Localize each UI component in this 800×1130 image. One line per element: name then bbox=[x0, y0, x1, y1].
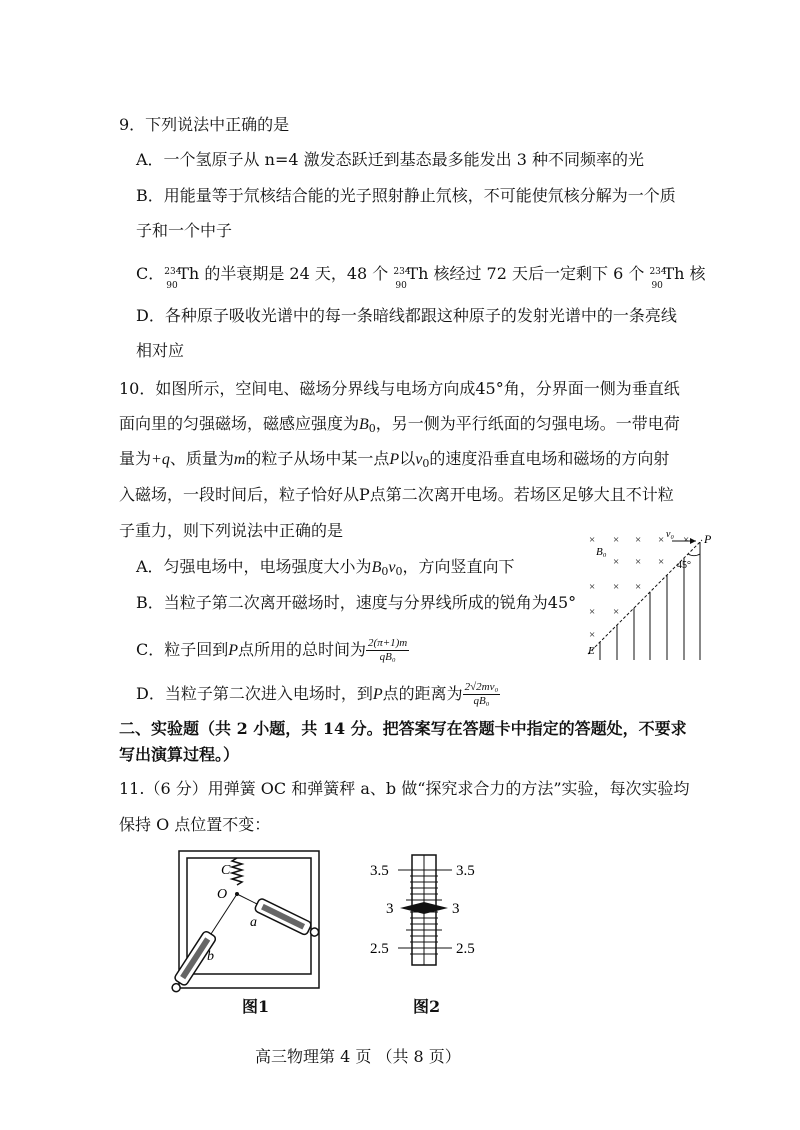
fraction-time: $\frac{2(\pi+1)m}{\text{qB₀}}$ bbox=[368, 637, 408, 663]
fig2-caption: 图2 bbox=[413, 997, 441, 1016]
q10-field-figure bbox=[580, 530, 720, 660]
svg-text:×: × bbox=[613, 581, 620, 593]
section2-line2: 写出演算过程。） bbox=[119, 745, 240, 764]
svg-text:×: × bbox=[635, 534, 642, 546]
fig1-caption: 图1 bbox=[242, 997, 270, 1016]
fig1-apparatus bbox=[165, 850, 325, 995]
q9-option-b-line1: B．用能量等于氘核结合能的光子照射静止氘核，不可能使氘核分解为一个质 bbox=[136, 186, 676, 205]
label-a: a bbox=[250, 915, 257, 930]
label-p: P bbox=[704, 532, 712, 546]
svg-text:×: × bbox=[589, 606, 596, 618]
label-v0: v₀ bbox=[666, 529, 674, 540]
q10-line4: 入磁场，一段时间后，粒子恰好从P点第二次离开电场。若场区足够大且不计粒 bbox=[119, 485, 674, 504]
nuclide-th-3: 234 90 bbox=[649, 267, 667, 291]
page-footer: 高三物理第 4 页 （共 8 页） bbox=[255, 1047, 461, 1066]
tick-label-2-5-left: 2.5 bbox=[370, 941, 389, 957]
tick-label-3-5-left: 3.5 bbox=[370, 863, 389, 879]
q10-option-a: A．匀强电场中，电场强度大小为$B_0v_0$，方向竖直向下 bbox=[136, 557, 515, 578]
svg-text:×: × bbox=[658, 534, 665, 546]
q11-line1: 11.（6 分）用弹簧 OC 和弹簧秤 a、b 做“探究求合力的方法”实验，每次实验均 bbox=[119, 779, 690, 798]
label-b0: B₀ bbox=[596, 546, 607, 558]
tick-label-3-right: 3 bbox=[452, 901, 460, 917]
svg-text:×: × bbox=[635, 581, 642, 593]
tick-label-3-left: 3 bbox=[386, 901, 394, 917]
svg-text:×: × bbox=[589, 629, 596, 641]
q10-line3: 量为+q、质量为m的粒子从场中某一点P以$v_0$的速度沿垂直电场和磁场的方向射 bbox=[119, 449, 670, 470]
svg-text:×: × bbox=[613, 556, 620, 568]
label-e: E bbox=[588, 645, 595, 657]
q10-option-d: D．当粒子第二次进入电场时，到P点的距离为 $\frac{\text{2√2mv₀}}{\text{qB₀}}$ bbox=[136, 681, 499, 707]
tick-label-3-5-right: 3.5 bbox=[456, 863, 475, 879]
svg-text:×: × bbox=[613, 534, 620, 546]
q11-line2: 保持 O 点位置不变： bbox=[119, 815, 271, 834]
svg-text:×: × bbox=[635, 556, 642, 568]
q10-option-b: B．当粒子第二次离开磁场时，速度与分界线所成的锐角为45° bbox=[136, 593, 577, 612]
q9-option-d-line1: D．各种原子吸收光谱中的每一条暗线都跟这种原子的发射光谱中的一条亮线 bbox=[136, 306, 677, 325]
svg-text:×: × bbox=[613, 606, 620, 618]
svg-text:×: × bbox=[589, 581, 596, 593]
q10-line1: 10．如图所示，空间电、磁场分界线与电场方向成45°角，分界面一侧为垂直纸 bbox=[119, 379, 680, 398]
nuclide-th-1: 234 90 bbox=[164, 267, 182, 291]
svg-text:×: × bbox=[589, 534, 596, 546]
q9-c-label: C． bbox=[136, 264, 165, 283]
q10-line5: 子重力，则下列说法中正确的是 bbox=[119, 521, 344, 540]
spring-oc bbox=[232, 858, 242, 885]
label-45-deg: 45° bbox=[677, 560, 691, 571]
q9-option-d-line2: 相对应 bbox=[136, 341, 185, 360]
velocity-arrowhead bbox=[690, 538, 696, 544]
pointer bbox=[400, 902, 448, 914]
label-c: C bbox=[221, 863, 231, 878]
fraction-distance: $\frac{\text{2√2mv₀}}{\text{qB₀}}$ bbox=[464, 681, 499, 707]
label-b: b bbox=[207, 949, 214, 964]
label-o: O bbox=[217, 887, 228, 902]
svg-text:×: × bbox=[683, 534, 690, 546]
q9-option-b-line2: 子和一个中子 bbox=[136, 221, 233, 240]
svg-text:×: × bbox=[658, 556, 665, 568]
tick-label-2-5-right: 2.5 bbox=[456, 941, 475, 957]
angle-arc bbox=[688, 554, 700, 556]
q10-line2: 面向里的匀强磁场，磁感应强度为$B_0$，另一侧为平行纸面的匀强电场。一带电荷 bbox=[119, 414, 680, 435]
q9-stem: 9．下列说法中正确的是 bbox=[119, 115, 290, 134]
fig2-scale bbox=[360, 852, 495, 972]
q9-option-c: C． 234 90 Th 的半衰期是 24 天，48 个 234 90 Th 核经过 72 天后一定剩下 6 个 234 90 Th 核 bbox=[136, 264, 706, 291]
q10-option-c: C．粒子回到P点所用的总时间为 $\frac{2(\pi+1)m}{\text{qB₀}}$ bbox=[136, 637, 408, 663]
q9-option-a: A．一个氢原子从 n=4 激发态跃迁到基态最多能发出 3 种不同频率的光 bbox=[136, 150, 644, 169]
section2-line1: 二、实验题（共 2 小题，共 14 分。把答案写在答题卡中指定的答题处，不要求 bbox=[119, 719, 687, 738]
nuclide-th-2: 234 90 bbox=[393, 267, 411, 291]
